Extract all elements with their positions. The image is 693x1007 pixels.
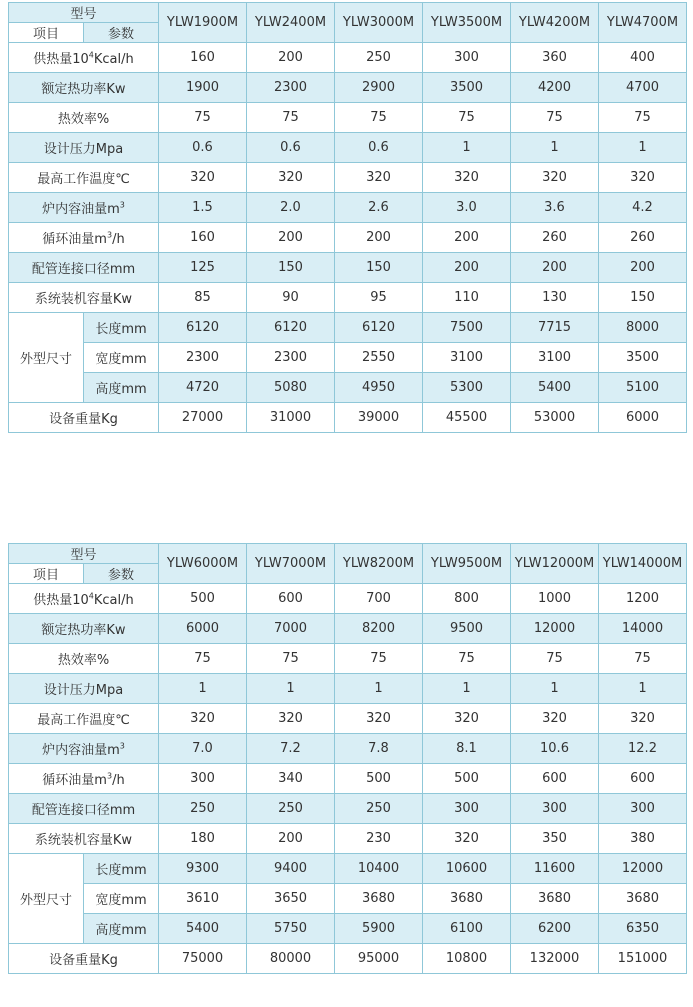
table-cell: 1: [423, 674, 511, 704]
table-cell: 700: [335, 584, 423, 614]
table-cell: 7.8: [335, 734, 423, 764]
table-row: [9, 614, 687, 644]
table-cell: 0.6: [159, 133, 247, 163]
table-cell: 200: [423, 253, 511, 283]
table-cell: 1900: [159, 73, 247, 103]
row-label-suffix: /h: [112, 232, 125, 247]
model-header: YLW6000M: [159, 544, 247, 584]
table-cell: 7000: [247, 614, 335, 644]
model-header: YLW4700M: [599, 3, 687, 43]
table-cell: 1: [599, 674, 687, 704]
table-cell: 260: [599, 223, 687, 253]
table-cell: 6000: [159, 614, 247, 644]
table-cell: 3.6: [511, 193, 599, 223]
table-cell: 80000: [247, 944, 335, 974]
table-cell: 3.0: [423, 193, 511, 223]
table-cell: 3680: [423, 884, 511, 914]
table-cell: 9500: [423, 614, 511, 644]
model-header: YLW14000M: [599, 544, 687, 584]
table-cell: 95000: [335, 944, 423, 974]
table-cell: 600: [247, 584, 335, 614]
table-row: [9, 43, 687, 73]
weight-row: [9, 403, 687, 433]
table-cell: 320: [599, 704, 687, 734]
dimension-label: 高度mm: [84, 914, 159, 944]
row-label: [9, 43, 159, 73]
table-cell: 200: [247, 223, 335, 253]
table-cell: 75: [335, 644, 423, 674]
dimension-row: [9, 854, 687, 884]
table-cell: 320: [423, 163, 511, 193]
table-cell: 75: [423, 103, 511, 133]
table-cell: 500: [159, 584, 247, 614]
table-cell: 320: [423, 704, 511, 734]
table-cell: 1: [511, 133, 599, 163]
table-cell: 1: [423, 133, 511, 163]
table-cell: 200: [511, 253, 599, 283]
table-cell: 39000: [335, 403, 423, 433]
table-cell: 320: [423, 824, 511, 854]
row-label: 最高工作温度℃: [9, 704, 159, 734]
table-cell: 0.6: [247, 133, 335, 163]
table-cell: 160: [159, 223, 247, 253]
table-row: [9, 193, 687, 223]
item-label: 项目: [9, 23, 84, 43]
table-cell: 10.6: [511, 734, 599, 764]
table-cell: 320: [247, 704, 335, 734]
dimension-row: [9, 343, 687, 373]
model-header: YLW2400M: [247, 3, 335, 43]
table-cell: 2300: [247, 343, 335, 373]
model-header: YLW1900M: [159, 3, 247, 43]
table-cell: 8200: [335, 614, 423, 644]
table-cell: 6200: [511, 914, 599, 944]
spec-table-2: [8, 543, 687, 974]
table-cell: 7.2: [247, 734, 335, 764]
table-cell: 200: [247, 824, 335, 854]
table-cell: 2900: [335, 73, 423, 103]
table-cell: 3680: [511, 884, 599, 914]
table-cell: 160: [159, 43, 247, 73]
table-cell: 300: [511, 794, 599, 824]
table-cell: 53000: [511, 403, 599, 433]
model-header: YLW7000M: [247, 544, 335, 584]
table-cell: 6350: [599, 914, 687, 944]
row-label: 热效率%: [9, 644, 159, 674]
table-cell: 320: [335, 163, 423, 193]
table-cell: 200: [423, 223, 511, 253]
table-cell: 125: [159, 253, 247, 283]
model-header: YLW3500M: [423, 3, 511, 43]
table-cell: 380: [599, 824, 687, 854]
table-cell: 3100: [423, 343, 511, 373]
row-label: [9, 193, 159, 223]
row-label-text: 供热量10: [33, 52, 89, 67]
table-cell: 7500: [423, 313, 511, 343]
table-cell: 75: [247, 103, 335, 133]
row-label-superscript: 3: [106, 771, 113, 781]
table-cell: 1: [599, 133, 687, 163]
table-row: [9, 824, 687, 854]
table-cell: 1200: [599, 584, 687, 614]
dimension-row: [9, 373, 687, 403]
row-label: [9, 584, 159, 614]
row-label-text: 循环油量m: [42, 773, 107, 788]
table-row: [9, 644, 687, 674]
table-row: [9, 163, 687, 193]
dimensions-group-label: 外型尺寸: [9, 854, 84, 944]
table-cell: 9400: [247, 854, 335, 884]
row-label-text: 炉内容油量m: [42, 202, 120, 217]
table-cell: 75: [423, 644, 511, 674]
table-cell: 2300: [159, 343, 247, 373]
table-cell: 260: [511, 223, 599, 253]
row-label: 配管连接口径mm: [9, 794, 159, 824]
table-cell: 340: [247, 764, 335, 794]
table-cell: 8.1: [423, 734, 511, 764]
table-cell: 360: [511, 43, 599, 73]
table-cell: 12.2: [599, 734, 687, 764]
model-label: 型号: [9, 3, 159, 23]
table-cell: 130: [511, 283, 599, 313]
table-cell: 7715: [511, 313, 599, 343]
table-cell: 6120: [335, 313, 423, 343]
table-cell: 75: [159, 644, 247, 674]
weight-row: [9, 944, 687, 974]
dimension-label: 长度mm: [84, 854, 159, 884]
dimension-row: [9, 884, 687, 914]
table-cell: 1: [335, 674, 423, 704]
table-row: [9, 674, 687, 704]
dimension-label: 宽度mm: [84, 343, 159, 373]
table-cell: 250: [159, 794, 247, 824]
table-cell: 320: [511, 704, 599, 734]
table-cell: 75: [599, 103, 687, 133]
param-label: 参数: [84, 564, 159, 584]
table-cell: 1.5: [159, 193, 247, 223]
table-cell: 300: [423, 794, 511, 824]
table-row: [9, 734, 687, 764]
row-label-superscript: 3: [119, 741, 125, 751]
table-cell: 300: [599, 794, 687, 824]
table-cell: 75: [335, 103, 423, 133]
table-cell: 85: [159, 283, 247, 313]
dimension-row: [9, 313, 687, 343]
table-cell: 1: [511, 674, 599, 704]
dimensions-group-label: 外型尺寸: [9, 313, 84, 403]
table-cell: 150: [247, 253, 335, 283]
row-label-suffix: /h: [112, 773, 125, 788]
row-label-suffix: Kcal/h: [93, 593, 134, 608]
table-cell: 5100: [599, 373, 687, 403]
table-cell: 180: [159, 824, 247, 854]
row-label: 设计压力Mpa: [9, 674, 159, 704]
table-cell: 151000: [599, 944, 687, 974]
dimension-label: 长度mm: [84, 313, 159, 343]
table-cell: 10400: [335, 854, 423, 884]
table-cell: 500: [335, 764, 423, 794]
table-cell: 9300: [159, 854, 247, 884]
table-cell: 1: [159, 674, 247, 704]
row-label-superscript: 4: [88, 591, 94, 601]
table-cell: 8000: [599, 313, 687, 343]
table-cell: 600: [599, 764, 687, 794]
table-cell: 6120: [247, 313, 335, 343]
table-row: [9, 253, 687, 283]
row-label: 配管连接口径mm: [9, 253, 159, 283]
table-cell: 4.2: [599, 193, 687, 223]
table-cell: 320: [599, 163, 687, 193]
table-cell: 5900: [335, 914, 423, 944]
table-cell: 200: [335, 223, 423, 253]
row-label-superscript: 4: [88, 50, 94, 60]
table-cell: 250: [335, 43, 423, 73]
table-cell: 132000: [511, 944, 599, 974]
table-cell: 600: [511, 764, 599, 794]
table-row: [9, 584, 687, 614]
table-cell: 6100: [423, 914, 511, 944]
table-cell: 2300: [247, 73, 335, 103]
row-label: [9, 734, 159, 764]
table-row: [9, 103, 687, 133]
table-cell: 7.0: [159, 734, 247, 764]
model-header: YLW4200M: [511, 3, 599, 43]
table-cell: 3680: [335, 884, 423, 914]
table-cell: 10600: [423, 854, 511, 884]
table-cell: 2.6: [335, 193, 423, 223]
row-label: [9, 223, 159, 253]
table-cell: 27000: [159, 403, 247, 433]
table-cell: 75: [599, 644, 687, 674]
table-cell: 6000: [599, 403, 687, 433]
row-label: 额定热功率Kw: [9, 73, 159, 103]
row-label-text: 炉内容油量m: [42, 743, 120, 758]
model-header: YLW3000M: [335, 3, 423, 43]
table-cell: 250: [335, 794, 423, 824]
table-cell: 14000: [599, 614, 687, 644]
table-cell: 0.6: [335, 133, 423, 163]
row-label: 设计压力Mpa: [9, 133, 159, 163]
table-row: [9, 283, 687, 313]
table-row: [9, 133, 687, 163]
table-cell: 200: [247, 43, 335, 73]
row-label: 设备重量Kg: [9, 944, 159, 974]
row-label: 额定热功率Kw: [9, 614, 159, 644]
table-cell: 3680: [599, 884, 687, 914]
table-cell: 75: [511, 644, 599, 674]
row-label-text: 供热量10: [33, 593, 89, 608]
table-cell: 31000: [247, 403, 335, 433]
table-cell: 5400: [159, 914, 247, 944]
table-cell: 1000: [511, 584, 599, 614]
table-cell: 5400: [511, 373, 599, 403]
header-row: [9, 3, 687, 23]
table-cell: 75000: [159, 944, 247, 974]
table-cell: 320: [159, 704, 247, 734]
table-cell: 2550: [335, 343, 423, 373]
header-row: [9, 544, 687, 564]
table-cell: 4200: [511, 73, 599, 103]
table-cell: 95: [335, 283, 423, 313]
dimension-row: [9, 914, 687, 944]
model-header: YLW9500M: [423, 544, 511, 584]
table-cell: 300: [159, 764, 247, 794]
table-cell: 4720: [159, 373, 247, 403]
table-row: [9, 704, 687, 734]
item-label: 项目: [9, 564, 84, 584]
table-cell: 4700: [599, 73, 687, 103]
model-header: YLW8200M: [335, 544, 423, 584]
table-cell: 90: [247, 283, 335, 313]
row-label: 设备重量Kg: [9, 403, 159, 433]
table-cell: 320: [335, 704, 423, 734]
table-cell: 3500: [423, 73, 511, 103]
row-label-suffix: Kcal/h: [93, 52, 134, 67]
table-cell: 150: [335, 253, 423, 283]
table-cell: 500: [423, 764, 511, 794]
table-cell: 150: [599, 283, 687, 313]
table-row: [9, 73, 687, 103]
table-cell: 75: [159, 103, 247, 133]
row-label: 系统装机容量Kw: [9, 283, 159, 313]
table-cell: 300: [423, 43, 511, 73]
dimension-label: 宽度mm: [84, 884, 159, 914]
table-cell: 800: [423, 584, 511, 614]
table-row: [9, 764, 687, 794]
table-cell: 11600: [511, 854, 599, 884]
table-cell: 12000: [599, 854, 687, 884]
table-cell: 5080: [247, 373, 335, 403]
table-cell: 250: [247, 794, 335, 824]
table-cell: 320: [247, 163, 335, 193]
model-header: YLW12000M: [511, 544, 599, 584]
table-cell: 320: [159, 163, 247, 193]
table-cell: 45500: [423, 403, 511, 433]
table-cell: 200: [599, 253, 687, 283]
row-label-superscript: 3: [106, 230, 113, 240]
spec-table-1: [8, 2, 687, 433]
table-cell: 3650: [247, 884, 335, 914]
row-label: 最高工作温度℃: [9, 163, 159, 193]
table-cell: 12000: [511, 614, 599, 644]
table-cell: 400: [599, 43, 687, 73]
table-row: [9, 794, 687, 824]
table-cell: 350: [511, 824, 599, 854]
row-label: 热效率%: [9, 103, 159, 133]
table-cell: 3500: [599, 343, 687, 373]
table-cell: 320: [511, 163, 599, 193]
table-cell: 4950: [335, 373, 423, 403]
table-cell: 5300: [423, 373, 511, 403]
table-cell: 6120: [159, 313, 247, 343]
row-label-superscript: 3: [119, 200, 125, 210]
table-cell: 75: [511, 103, 599, 133]
dimension-label: 高度mm: [84, 373, 159, 403]
param-label: 参数: [84, 23, 159, 43]
table-cell: 2.0: [247, 193, 335, 223]
table-cell: 10800: [423, 944, 511, 974]
table-row: [9, 223, 687, 253]
row-label: [9, 764, 159, 794]
table-cell: 1: [247, 674, 335, 704]
table-cell: 3610: [159, 884, 247, 914]
table-cell: 110: [423, 283, 511, 313]
table-cell: 230: [335, 824, 423, 854]
model-label: 型号: [9, 544, 159, 564]
row-label-text: 循环油量m: [42, 232, 107, 247]
row-label: 系统装机容量Kw: [9, 824, 159, 854]
table-cell: 75: [247, 644, 335, 674]
table-cell: 3100: [511, 343, 599, 373]
table-cell: 5750: [247, 914, 335, 944]
